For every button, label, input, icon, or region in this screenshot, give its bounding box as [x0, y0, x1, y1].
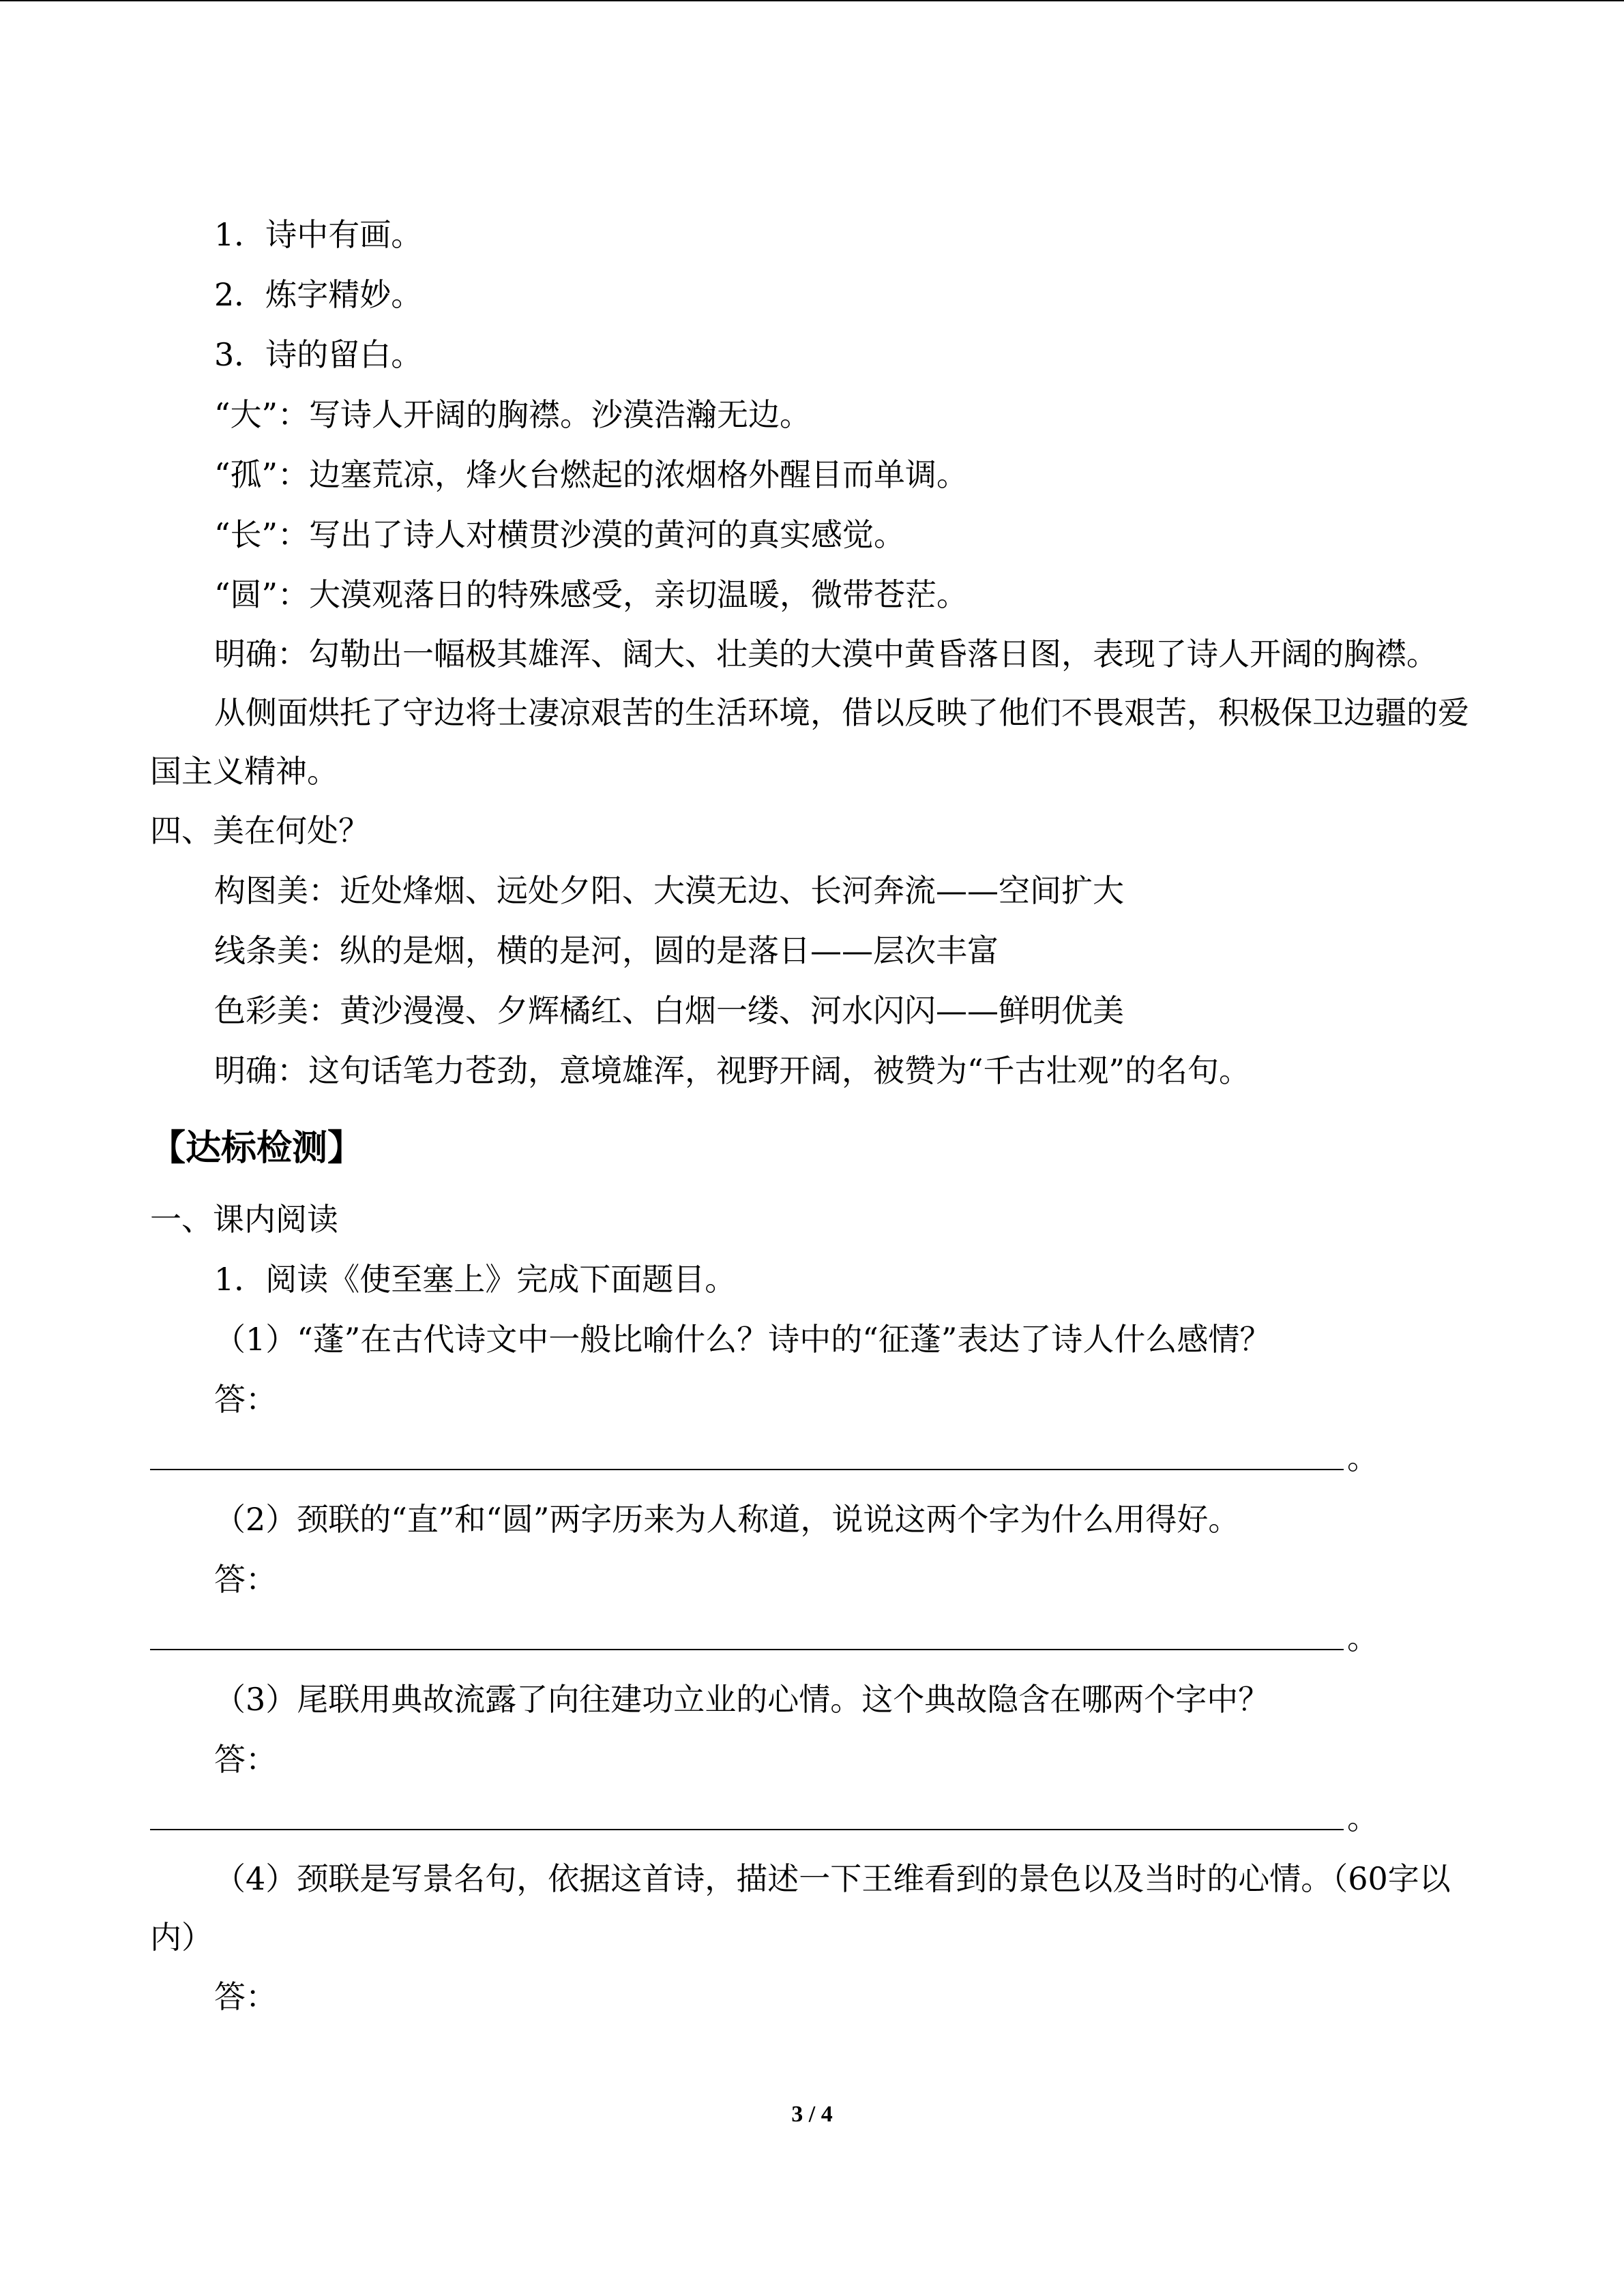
beauty-composition: 构图美：近处烽烟、远处夕阳、大漠无边、长河奔流——空间扩大 [214, 872, 1124, 909]
item-chang: “长”：写出了诗人对横贯沙漠的黄河的真实感觉。 [214, 516, 906, 553]
mingque-paragraph-1: 明确：勾勒出一幅极其雄浑、阔大、壮美的大漠中黄昏落日图，表现了诗人开阔的胸襟。 [214, 636, 1438, 672]
beauty-colors: 色彩美：黄沙漫漫、夕辉橘红、白烟一缕、河水闪闪——鲜明优美 [214, 992, 1124, 1029]
section-1-title: 一、课内阅读 [150, 1201, 338, 1238]
answer-line-2[interactable] [150, 1609, 1473, 1669]
page-number: 3 / 4 [791, 2102, 833, 2127]
answer-label: 答： [214, 1978, 277, 2015]
answer-label: 答： [214, 1381, 277, 1418]
answer-underline [150, 1829, 1344, 1830]
beauty-lines: 线条美：纵的是烟，横的是河，圆的是落日——层次丰富 [214, 932, 999, 969]
item-2: 2．炼字精妙。 [214, 276, 423, 313]
document-page [150, 205, 1473, 2027]
answer-line-3[interactable] [150, 1789, 1473, 1849]
item-3: 3．诗的留白。 [214, 336, 423, 373]
answer-label: 答： [214, 1561, 277, 1598]
answer-underline [150, 1649, 1344, 1650]
answer-line-1[interactable] [150, 1429, 1473, 1489]
test-heading: 【达标检测】 [150, 1127, 364, 1169]
top-border [0, 0, 1624, 1]
question-1-intro: 1．阅读《使至塞上》完成下面题目。 [214, 1261, 737, 1298]
question-1-2: （2）颈联的“直”和“圆”两字历来为人称道，说说这两个字为什么用得好。 [214, 1501, 1240, 1538]
item-yuan: “圆”：大漠观落日的特殊感受，亲切温暖，微带苍茫。 [214, 576, 969, 613]
item-1: 1．诗中有画。 [214, 216, 423, 253]
line-end-mark: 。 [1347, 1620, 1378, 1656]
mingque-paragraph-2: 明确：这句话笔力苍劲，意境雄浑，视野开阔，被赞为“千古壮观”的名句。 [214, 1052, 1251, 1089]
question-1-3: （3）尾联用典故流露了向往建功立业的心情。这个典故隐含在哪两个字中？ [214, 1681, 1270, 1718]
item-gu: “孤”：边塞荒凉，烽火台燃起的浓烟格外醒目而单调。 [214, 456, 969, 493]
line-end-mark: 。 [1347, 1440, 1378, 1476]
cemian-paragraph: 从侧面烘托了守边将士凄凉艰苦的生活环境，借以反映了他们不畏艰苦，积极保卫边疆的爱国主义精神。 [150, 694, 1469, 790]
answer-label: 答： [214, 1741, 277, 1778]
section-4-title: 四、美在何处？ [150, 812, 370, 849]
answer-underline [150, 1469, 1344, 1470]
item-da: “大”：写诗人开阔的胸襟。沙漠浩瀚无边。 [214, 396, 812, 433]
question-1-4: （4）颈联是写景名句，依据这首诗，描述一下王维看到的景色以及当时的心情。（60字以内） [150, 1860, 1451, 1956]
line-end-mark: 。 [1347, 1800, 1378, 1836]
question-1-1: （1）“蓬”在古代诗文中一般比喻什么？诗中的“征蓬”表达了诗人什么感情？ [214, 1321, 1271, 1358]
